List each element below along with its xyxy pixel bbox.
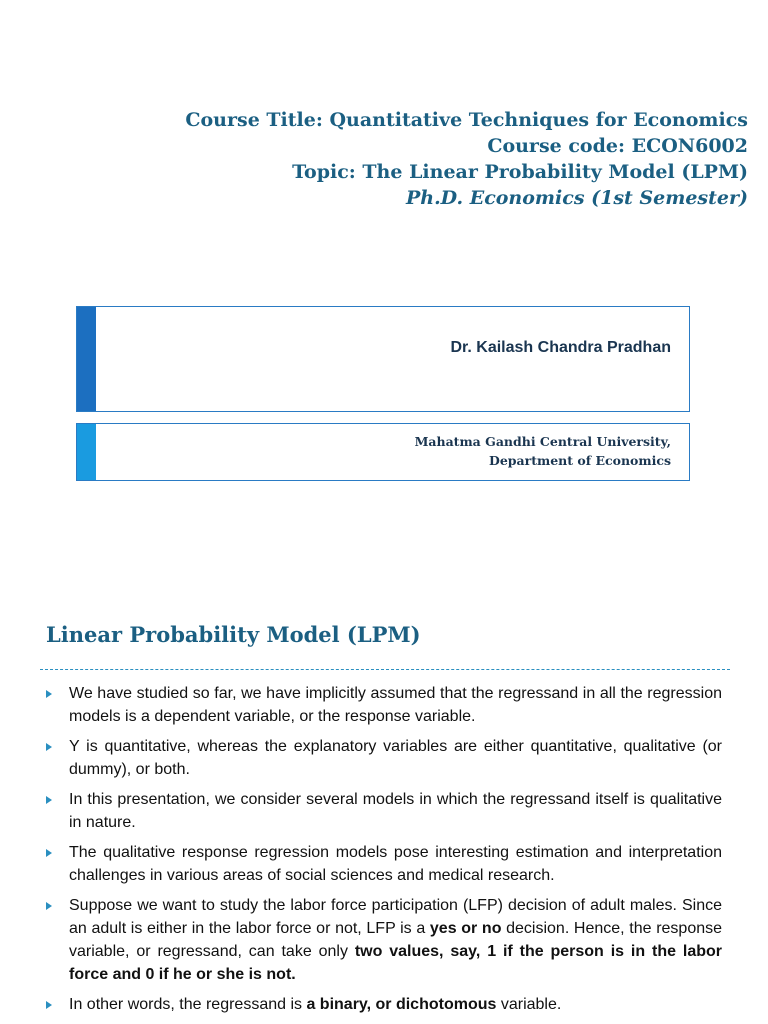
author-box: [76, 306, 690, 412]
triangle-right-icon: [46, 1001, 52, 1009]
triangle-right-icon: [46, 796, 52, 804]
bullet-text-part: decision. Hence, the response variable, or regressand, can take only: [69, 920, 723, 960]
bullet-list: [44, 682, 722, 1023]
bullet-text: The qualitative response regression models pose interesting estimation and interpretation challenges in various areas of social sciences and medical research.: [69, 844, 722, 884]
triangle-right-icon: [46, 690, 52, 698]
triangle-right-icon: [46, 902, 52, 910]
bullet-item: [44, 894, 722, 986]
bullet-text: In this presentation, we consider several models in which the regressand itself is qualitative in nature.: [69, 791, 722, 831]
slide-heading: Linear Probability Model (LPM): [46, 622, 421, 647]
bullet-bold-text: two values, say, 1 if the person is in the labor force and 0 if he or she is not.: [69, 943, 723, 983]
course-code: Course code: ECON6002: [487, 135, 748, 157]
bullet-item: [44, 735, 722, 781]
bullet-text-part: Suppose we want to study the labor force participation (LFP) decision of adult males. Since an adult is either in the labor force or not, LFP is a: [69, 897, 722, 937]
bullet-text-part: variable.: [496, 996, 562, 1013]
semester-line: Ph.D. Economics (1st Semester): [405, 187, 748, 209]
bullet-item: [44, 788, 722, 834]
bullet-bold-text: yes or no: [429, 920, 502, 937]
bullet-item: [44, 682, 722, 728]
title-block: [185, 107, 748, 211]
bullet-text: Y is quantitative, whereas the explanatory variables are either quantitative, qualitative (or dummy), or both.: [69, 738, 722, 778]
course-title: Course Title: Quantitative Techniques for Economics: [185, 109, 748, 131]
bullet-bold-text: a binary, or dichotomous: [306, 996, 497, 1013]
author-accent-bar: [77, 307, 96, 411]
bullet-text-part: In other words, the regressand is: [69, 996, 307, 1013]
heading-divider: [40, 669, 730, 670]
department-name: Department of Economics: [489, 453, 671, 468]
bullet-text: We have studied so far, we have implicitly assumed that the regressand in all the regression models is a dependent variable, or the response variable.: [69, 685, 722, 725]
institution-lines: [415, 432, 671, 470]
institution-accent-bar: [77, 424, 96, 480]
topic-line: Topic: The Linear Probability Model (LPM): [292, 161, 748, 183]
author-name: Dr. Kailash Chandra Pradhan: [450, 339, 671, 356]
institution-box: [76, 423, 690, 481]
triangle-right-icon: [46, 743, 52, 751]
triangle-right-icon: [46, 849, 52, 857]
institution-name: Mahatma Gandhi Central University,: [414, 434, 671, 449]
bullet-item: [44, 993, 722, 1016]
bullet-item: [44, 841, 722, 887]
